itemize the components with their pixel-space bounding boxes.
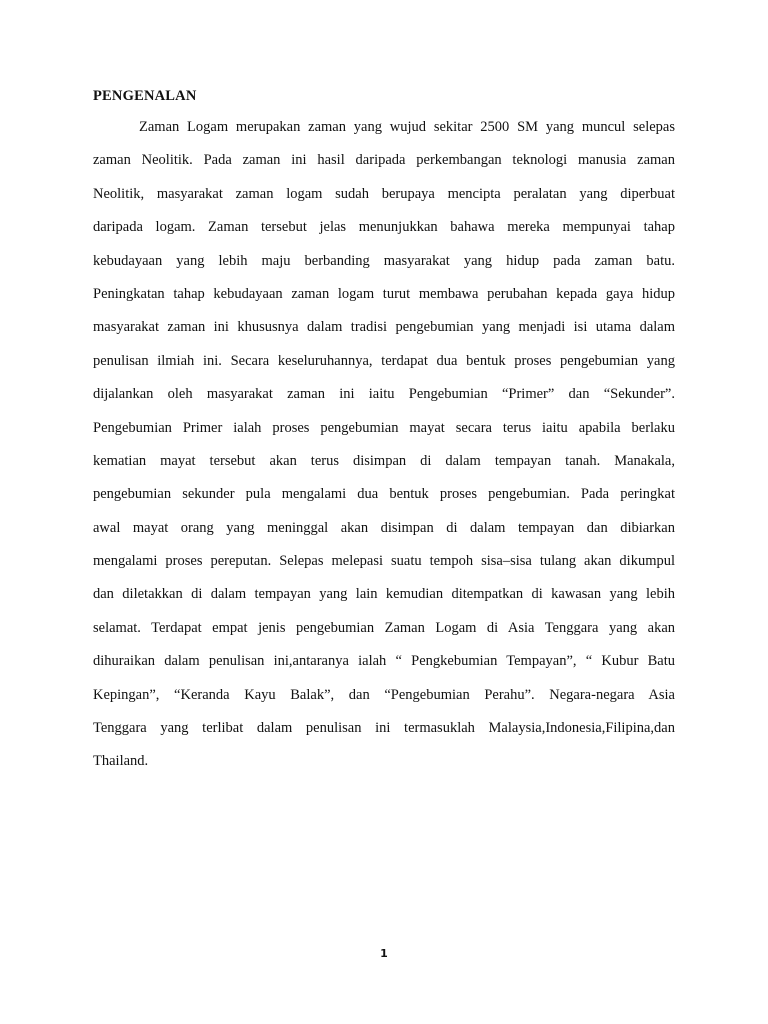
paragraph-line: pengebumian sekunder pula mengalami dua bentuk proses pengebumian. Pada peringkat xyxy=(93,486,675,503)
paragraph-line: daripada logam. Zaman tersebut jelas menunjukkan bahawa mereka mempunyai tahap xyxy=(93,219,675,236)
paragraph-line: Neolitik, masyarakat zaman logam sudah berupaya mencipta peralatan yang diperbuat xyxy=(93,185,675,202)
paragraph-line: Zaman Logam merupakan zaman yang wujud sekitar 2500 SM yang muncul selepas xyxy=(139,119,675,135)
paragraph-line: Kepingan”, “Keranda Kayu Balak”, dan “Pengebumian Perahu”. Negara-negara Asia xyxy=(93,686,675,703)
paragraph-line: zaman Neolitik. Pada zaman ini hasil daripada perkembangan teknologi manusia zaman xyxy=(93,152,675,169)
body-paragraph xyxy=(93,117,675,785)
paragraph-line: dihuraikan dalam penulisan ini,antaranya ialah “ Pengkebumian Tempayan”, “ Kubur Batu xyxy=(93,653,675,670)
paragraph-line: kebudayaan yang lebih maju berbanding masyarakat yang hidup pada zaman batu. xyxy=(93,252,675,269)
paragraph-line: Tenggara yang terlibat dalam penulisan ini termasuklah Malaysia,Indonesia,Filipina,dan xyxy=(93,720,675,737)
paragraph-line: Thailand. xyxy=(93,753,149,770)
paragraph-line: mengalami proses pereputan. Selepas melepasi suatu tempoh sisa–sisa tulang akan dikumpul xyxy=(93,553,675,570)
paragraph-line: dan diletakkan di dalam tempayan yang lain kemudian ditempatkan di kawasan yang lebih xyxy=(93,586,675,603)
paragraph-line: masyarakat zaman ini khususnya dalam tradisi pengebumian yang menjadi isi utama dalam xyxy=(93,319,675,336)
paragraph-line: Peningkatan tahap kebudayaan zaman logam turut membawa perubahan kepada gaya hidup xyxy=(93,285,675,302)
paragraph-line: kematian mayat tersebut akan terus disimpan di dalam tempayan tanah. Manakala, xyxy=(93,452,675,469)
section-heading: PENGENALAN xyxy=(93,88,197,104)
paragraph-line: selamat. Terdapat empat jenis pengebumian Zaman Logam di Asia Tenggara yang akan xyxy=(93,619,675,636)
paragraph-line: penulisan ilmiah ini. Secara keseluruhannya, terdapat dua bentuk proses pengebumian yang xyxy=(93,352,675,369)
page-number: 1 xyxy=(380,947,388,960)
paragraph-line: Pengebumian Primer ialah proses pengebumian mayat secara terus iaitu apabila berlaku xyxy=(93,419,675,436)
paragraph-line: awal mayat orang yang meninggal akan disimpan di dalam tempayan dan dibiarkan xyxy=(93,519,675,536)
paragraph-line: dijalankan oleh masyarakat zaman ini iaitu Pengebumian “Primer” dan “Sekunder”. xyxy=(93,386,675,403)
